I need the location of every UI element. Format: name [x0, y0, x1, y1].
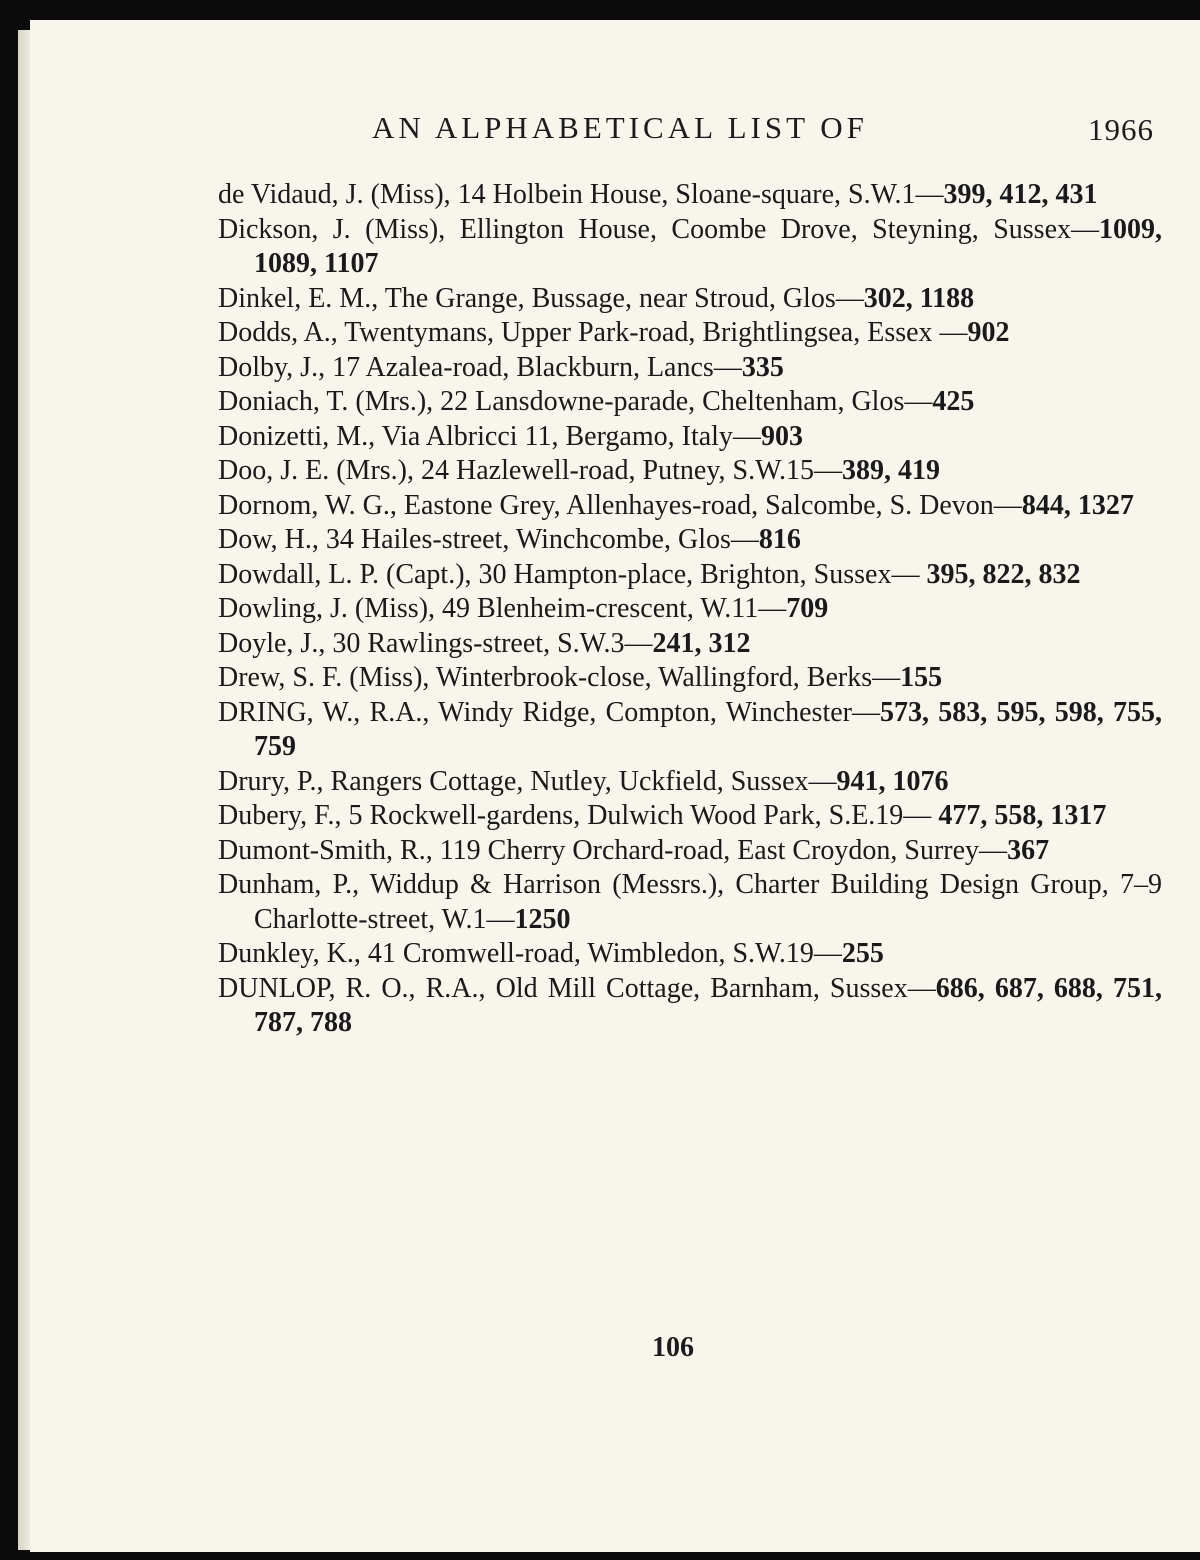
- entry-numbers: 902: [967, 317, 1010, 348]
- entry-numbers: 425: [932, 386, 975, 417]
- list-item: [218, 592, 1162, 627]
- artist-list: [218, 178, 1162, 1041]
- entry-text: Doyle, J., 30 Rawlings-street, S.W.3—: [218, 627, 653, 659]
- list-item: [218, 937, 1162, 972]
- entry-text: Dodds, A., Twentymans, Upper Park-road, Brightlingsea, Essex —: [218, 317, 968, 348]
- entry-numbers: 399, 412, 431: [943, 179, 1098, 210]
- entry-numbers: 367: [1007, 834, 1050, 866]
- list-item: [218, 489, 1162, 524]
- entry-text: Dickson, J. (Miss), Ellington House, Coombe Drove, Steyning, Sussex—: [218, 213, 1099, 245]
- list-item: [218, 454, 1162, 489]
- entry-text: Dunham, P., Widdup & Harrison (Messrs.), Charter Building Design Group, 7–9 Charlotte-street, W.1—: [218, 869, 1162, 935]
- list-item: [218, 282, 1162, 317]
- entry-text: Drew, S. F. (Miss), Winterbrook-close, Wallingford, Berks—: [218, 662, 901, 693]
- list-item: [218, 661, 1162, 696]
- entry-numbers: 686, 687, 688, 751, 787, 788: [254, 972, 1163, 1038]
- entry-numbers: 844, 1327: [1021, 489, 1134, 521]
- page-title: AN ALPHABETICAL LIST OF: [372, 110, 868, 145]
- entry-text: Dubery, F., 5 Rockwell-gardens, Dulwich Wood Park, S.E.19—: [218, 800, 939, 831]
- list-item: [218, 834, 1162, 869]
- entry-numbers: 709: [786, 593, 829, 624]
- list-item: [218, 420, 1162, 455]
- list-item: [218, 385, 1162, 420]
- entry-text: DRING, W., R.A., Windy Ridge, Compton, Winchester—: [218, 696, 880, 728]
- entry-text: Dolby, J., 17 Azalea-road, Blackburn, Lancs—: [218, 351, 742, 383]
- list-item: [218, 178, 1162, 213]
- entry-numbers: 241, 312: [652, 627, 751, 659]
- entry-numbers: 395, 822, 832: [926, 558, 1081, 590]
- entry-text: de Vidaud, J. (Miss), 14 Holbein House, Sloane-square, S.W.1—: [218, 179, 944, 210]
- year-label: 1966: [1088, 112, 1154, 147]
- entry-text: Doniach, T. (Mrs.), 22 Lansdowne-parade, Cheltenham, Glos—: [218, 386, 933, 417]
- entry-text: Dunkley, K., 41 Cromwell-road, Wimbledon, S.W.19—: [218, 938, 842, 969]
- list-item: [218, 696, 1162, 765]
- page-number: 106: [652, 1332, 694, 1363]
- entry-text: Dornom, W. G., Eastone Grey, Allenhayes-road, Salcombe, S. Devon—: [218, 489, 1022, 521]
- entry-numbers: 389, 419: [841, 455, 940, 486]
- entry-numbers: 335: [741, 351, 784, 383]
- entry-numbers: 255: [841, 938, 884, 969]
- entry-text: Donizetti, M., Via Albricci 11, Bergamo, Italy—: [218, 420, 761, 452]
- list-item: [218, 558, 1162, 593]
- running-head: [30, 110, 1200, 154]
- list-item: [218, 523, 1162, 558]
- list-item: [218, 868, 1162, 937]
- entry-numbers: 1250: [514, 903, 571, 935]
- list-item: [218, 351, 1162, 386]
- entry-numbers: 903: [760, 420, 803, 452]
- entry-numbers: 573, 583, 595, 598, 755, 759: [254, 696, 1162, 762]
- entry-text: Drury, P., Rangers Cottage, Nutley, Uckfield, Sussex—: [218, 765, 837, 797]
- entry-numbers: 477, 558, 1317: [938, 800, 1107, 831]
- entry-text: Dowdall, L. P. (Capt.), 30 Hampton-place, Brighton, Sussex—: [218, 558, 927, 590]
- entry-text: Doo, J. E. (Mrs.), 24 Hazlewell-road, Putney, S.W.15—: [218, 455, 842, 486]
- entry-text: Dumont-Smith, R., 119 Cherry Orchard-road, East Croydon, Surrey—: [218, 834, 1008, 866]
- list-item: [218, 972, 1162, 1041]
- entry-text: Dowling, J. (Miss), 49 Blenheim-crescent, W.11—: [218, 593, 787, 624]
- list-item: [218, 213, 1162, 282]
- list-item: [218, 627, 1162, 662]
- entry-numbers: 1009, 1089, 1107: [254, 213, 1162, 279]
- entry-numbers: 155: [900, 662, 943, 693]
- entry-numbers: 941, 1076: [836, 765, 949, 797]
- entry-numbers: 816: [758, 524, 801, 555]
- entry-text: DUNLOP, R. O., R.A., Old Mill Cottage, Barnham, Sussex—: [218, 972, 936, 1004]
- list-item: [218, 765, 1162, 800]
- list-item: [218, 316, 1162, 351]
- entry-numbers: 302, 1188: [863, 282, 975, 314]
- entry-text: Dow, H., 34 Hailes-street, Winchcombe, Glos—: [218, 524, 759, 555]
- entry-text: Dinkel, E. M., The Grange, Bussage, near Stroud, Glos—: [218, 282, 864, 314]
- list-item: [218, 799, 1162, 834]
